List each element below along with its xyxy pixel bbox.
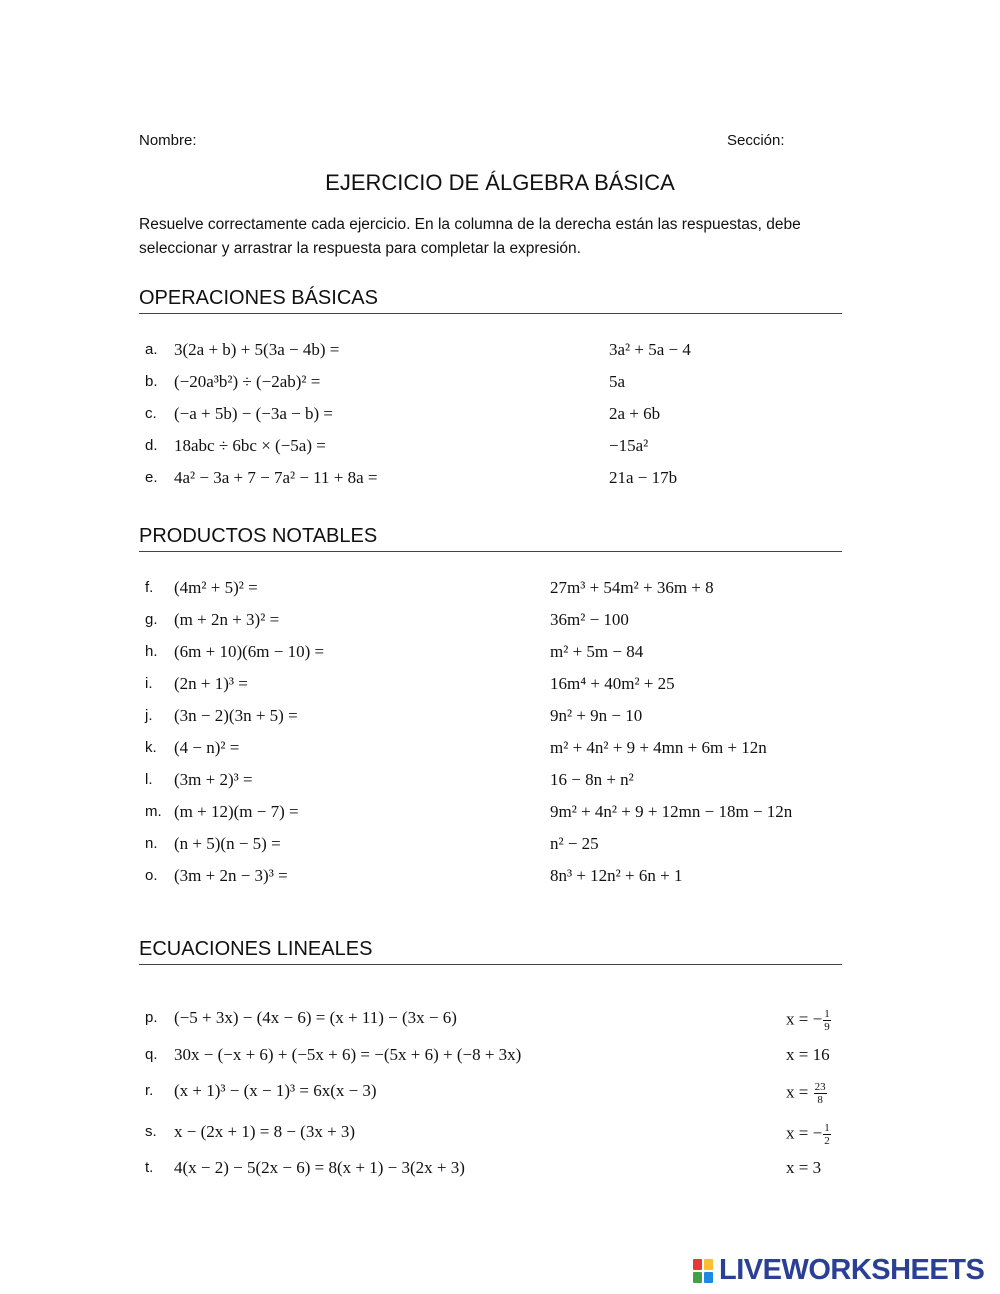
answer-text: x = − [786,1009,823,1029]
answer-option[interactable]: n² − 25 [550,834,599,853]
answer-option[interactable] [786,1081,827,1106]
exercise-letter: o. [145,867,158,884]
exercise-letter: l. [145,771,153,788]
exercise-letter: a. [145,341,158,358]
answer-option[interactable]: 36m² − 100 [550,610,629,629]
fraction-numerator: 1 [824,1122,830,1134]
logo-text: LIVEWORKSHEETS [719,1254,985,1286]
instructions: Resuelve correctamente cada ejercicio. En la columna de la derecha están las respuestas, debe seleccionar y arrastrar la respuesta para completar la expresión. [139,216,801,257]
exercise-expression: 4(x − 2) − 5(2x − 6) = 8(x + 1) − 3(2x + 3) [174,1158,465,1177]
answer-option[interactable]: m² + 4n² + 9 + 4mn + 6m + 12n [550,738,767,757]
answer-text: x = 3 [786,1158,822,1177]
fraction-denominator: 8 [817,1094,823,1106]
answer-option[interactable]: 9m² + 4n² + 9 + 12mn − 18m − 12n [550,802,793,821]
exercise-letter: j. [145,707,153,724]
exercise-expression: (3m + 2n − 3)³ = [174,866,288,885]
exercise-expression: (6m + 10)(6m − 10) = [174,642,325,661]
exercise-expression: (3n − 2)(3n + 5) = [174,706,298,725]
exercise-expression: 30x − (−x + 6) + (−5x + 6) = −(5x + 6) + (−8 + 3x) [174,1045,522,1064]
exercise-letter: h. [145,643,158,660]
exercise-expression: (3m + 2)³ = [174,770,253,789]
nombre-label: Nombre: [139,132,197,149]
answer-option[interactable] [786,1158,821,1178]
exercise-letter: i. [145,675,153,692]
exercise-letter: s. [145,1123,157,1140]
exercise-expression: x − (2x + 1) = 8 − (3x + 3) [174,1122,356,1141]
answer-option[interactable]: m² + 5m − 84 [550,642,644,661]
exercise-expression: (4 − n)² = [174,738,240,757]
exercise-letter: r. [145,1082,154,1099]
exercise-expression: 4a² − 3a + 7 − 7a² − 11 + 8a = [174,468,378,487]
section-title-basic: OPERACIONES BÁSICAS [139,287,842,314]
answer-option[interactable]: 8n³ + 12n² + 6n + 1 [550,866,683,885]
answer-option[interactable]: 5a [609,372,626,391]
exercise-letter: n. [145,835,158,852]
exercise-expression: (−5 + 3x) − (4x − 6) = (x + 11) − (3x − 6) [174,1008,457,1027]
answer-option[interactable] [786,1122,831,1147]
answer-option[interactable]: 27m³ + 54m² + 36m + 8 [550,578,714,597]
answer-fraction [823,1008,831,1033]
exercise-expression: (m + 12)(m − 7) = [174,802,299,821]
exercise-letter: g. [145,611,158,628]
logo-blocks-icon [693,1259,713,1283]
exercise-expression: (4m² + 5)² = [174,578,258,597]
exercise-letter: e. [145,469,158,486]
answer-option[interactable]: 2a + 6b [609,404,661,423]
exercise-expression: (−20a³b²) ÷ (−2ab)² = [174,372,321,391]
exercise-expression: (x + 1)³ − (x − 1)³ = 6x(x − 3) [174,1081,377,1100]
exercise-letter: t. [145,1159,154,1176]
exercise-letter: f. [145,579,154,596]
exercise-letter: q. [145,1046,158,1063]
answer-text: x = [786,1082,813,1102]
answer-option[interactable]: 16 − 8n + n² [550,770,634,789]
exercise-expression: 18abc ÷ 6bc × (−5a) = [174,436,326,455]
liveworksheets-logo [693,1254,993,1288]
exercise-expression: 3(2a + b) + 5(3a − 4b) = [174,340,340,359]
answer-option[interactable] [786,1008,831,1033]
worksheet-title: EJERCICIO DE ÁLGEBRA BÁSICA [325,170,675,195]
answer-option[interactable]: 3a² + 5a − 4 [609,340,691,359]
exercise-expression: (m + 2n + 3)² = [174,610,280,629]
exercise-letter: b. [145,373,158,390]
exercise-letter: m. [145,803,162,820]
exercise-letter: p. [145,1009,158,1026]
answer-text: x = 16 [786,1045,830,1064]
fraction-numerator: 23 [814,1081,826,1093]
section-title-linear: ECUACIONES LINEALES [139,938,842,965]
exercise-letter: k. [145,739,157,756]
fraction-denominator: 9 [824,1021,830,1033]
fraction-numerator: 1 [824,1008,830,1020]
fraction-denominator: 2 [824,1135,830,1147]
answer-option[interactable] [786,1045,830,1065]
exercise-expression: (2n + 1)³ = [174,674,248,693]
answer-option[interactable]: 9n² + 9n − 10 [550,706,643,725]
answer-option[interactable]: 21a − 17b [609,468,678,487]
answer-option[interactable]: −15a² [609,436,649,455]
answer-fraction [814,1081,827,1106]
answer-fraction [823,1122,831,1147]
answer-text: x = − [786,1123,823,1143]
seccion-label: Sección: [727,132,785,149]
answer-option[interactable]: 16m⁴ + 40m² + 25 [550,674,675,693]
exercise-letter: d. [145,437,158,454]
exercise-expression: (−a + 5b) − (−3a − b) = [174,404,334,423]
section-title-notable: PRODUCTOS NOTABLES [139,525,842,552]
exercise-expression: (n + 5)(n − 5) = [174,834,281,853]
exercise-letter: c. [145,405,157,422]
